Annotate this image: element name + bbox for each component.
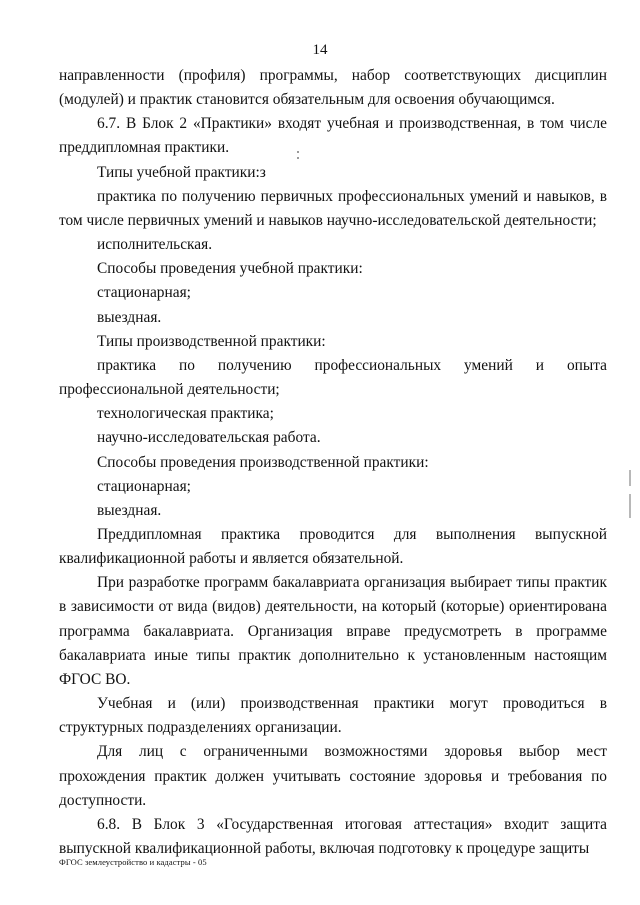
- scan-edge-mark: [629, 470, 631, 486]
- scan-speck: [297, 151, 299, 153]
- paragraph: Способы проведения учебной практики:: [97, 260, 363, 278]
- paragraph: научно-исследовательская работа.: [97, 429, 321, 447]
- paragraph: практика по получению первичных профессиональных умений и навыков, в том числе первичных умений и навыков научно-исследовательской деятельности;: [59, 187, 607, 229]
- paragraph: технологическая практика;: [97, 405, 274, 423]
- paragraph: Типы производственной практики:: [97, 332, 326, 350]
- paragraph-section-6-7: 6.7. В Блок 2 «Практики» входят учебная и производственная, в том числе преддипломная практики.: [59, 115, 607, 157]
- document-body: [59, 64, 607, 861]
- paragraph: Преддипломная практика проводится для выполнения выпускной квалификационной работы и является обязательной.: [59, 525, 607, 568]
- paragraph: выездная.: [97, 308, 162, 326]
- scan-edge-mark: [629, 494, 631, 518]
- paragraph: стационарная;: [97, 477, 191, 495]
- paragraph-section-6-8: 6.8. В Блок 3 «Государственная итоговая аттестация» входит защита выпускной квалификационной работы, включая подготовку к процедуре защиты: [59, 815, 607, 857]
- page-number: 14: [312, 42, 328, 58]
- paragraph: При разработке программ бакалавриата организация выбирает типы практик в зависимости от вида (видов) деятельности, на который (которые) ориентирована программа бакалавриата. Организация вправе предусмотреть в программе бакалавриата иные типы практик дополнительно к установленным настоящим ФГОС ВО.: [59, 574, 607, 688]
- paragraph: Для лиц с ограниченными возможностями здоровья выбор мест прохождения практик должен учитывать состояние здоровья и требования по доступности.: [59, 743, 607, 809]
- paragraph: практика по получению профессиональных умений и опыта профессиональной деятельности;: [59, 356, 607, 399]
- paragraph: Учебная и (или) производственная практики могут проводиться в структурных подразделениях организации.: [59, 695, 607, 737]
- paragraph: направленности (профиля) программы, набор соответствующих дисциплин (модулей) и практик становится обязательным для освоения обучающимся.: [59, 67, 607, 109]
- paragraph: исполнительская.: [97, 236, 213, 254]
- paragraph: Способы проведения производственной практики:: [97, 453, 429, 471]
- page-footer: ФГОС землеустройство и кадастры - 05: [59, 857, 207, 867]
- paragraph: стационарная;: [97, 284, 191, 302]
- paragraph: выездная.: [97, 501, 162, 519]
- paragraph: Типы учебной практики:з: [97, 163, 266, 181]
- scan-speck: [297, 157, 299, 159]
